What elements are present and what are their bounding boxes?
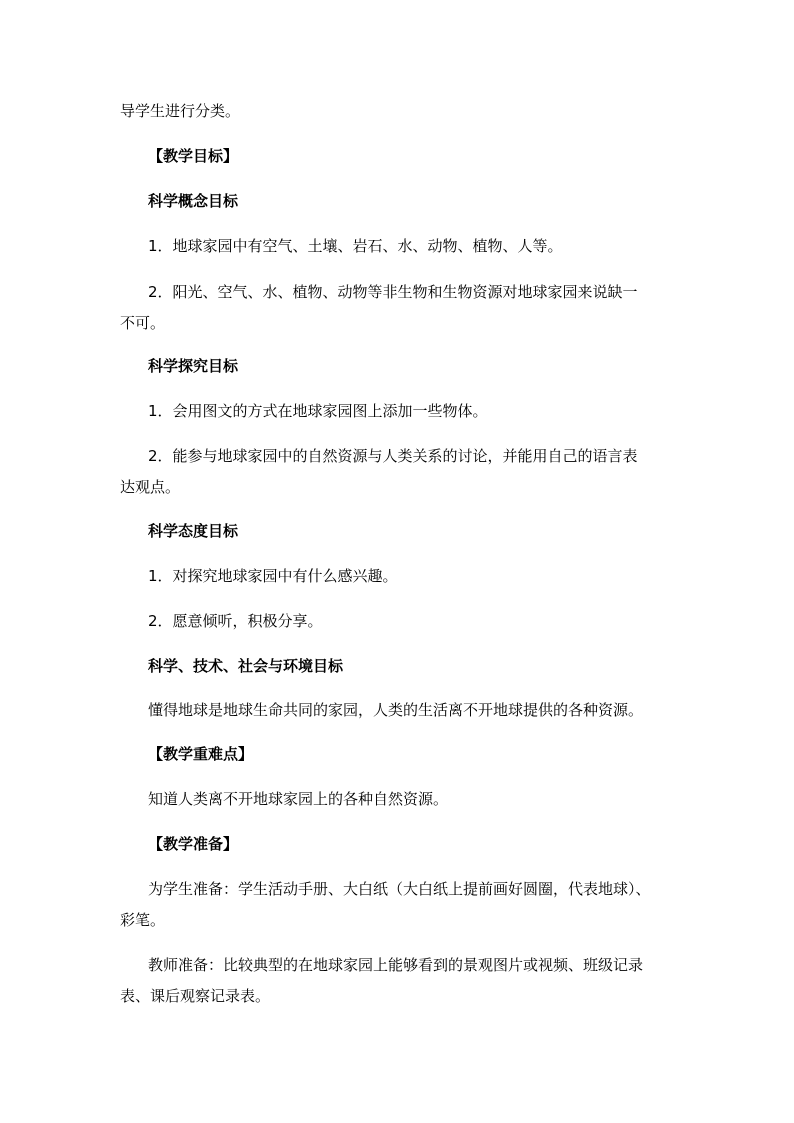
attitude-goal-item-1: 1．对探究地球家园中有什么感兴趣。 — [148, 567, 398, 585]
inquiry-goal-item-2-line-1: 2．能参与地球家园中的自然资源与人类关系的讨论，并能用自己的语言表 — [148, 447, 638, 465]
key-points-text: 知道人类离不开地球家园上的各种自然资源。 — [148, 790, 449, 808]
teaching-goals-heading: 【教学目标】 — [148, 147, 239, 165]
teacher-preparation-line-1: 教师准备：比较典型的在地球家园上能够看到的景观图片或视频、班级记录 — [148, 956, 644, 974]
inquiry-goals-title: 科学探究目标 — [148, 357, 239, 375]
inquiry-goal-item-1: 1．会用图文的方式在地球家园图上添加一些物体。 — [148, 402, 488, 420]
key-points-heading: 【教学重难点】 — [148, 745, 254, 763]
preparation-heading: 【教学准备】 — [148, 835, 239, 853]
concept-goal-item-1: 1．地球家园中有空气、土壤、岩石、水、动物、植物、人等。 — [148, 237, 563, 255]
concept-goal-item-2-line-1: 2．阳光、空气、水、植物、动物等非生物和生物资源对地球家园来说缺一 — [148, 283, 638, 301]
stse-goal-text: 懂得地球是地球生命共同的家园，人类的生活离不开地球提供的各种资源。 — [148, 701, 644, 719]
student-preparation-line-2: 彩笔。 — [120, 911, 166, 929]
student-preparation-line-1: 为学生准备：学生活动手册、大白纸（大白纸上提前画好圆圈，代表地球）、 — [148, 880, 651, 898]
stse-goals-title: 科学、技术、社会与环境目标 — [148, 657, 344, 675]
concept-goals-title: 科学概念目标 — [148, 192, 239, 210]
attitude-goal-item-2: 2．愿意倾听，积极分享。 — [148, 612, 323, 630]
teacher-preparation-line-2: 表、课后观察记录表。 — [120, 987, 271, 1005]
concept-goal-item-2-line-2: 不可。 — [120, 314, 166, 332]
attitude-goals-title: 科学态度目标 — [148, 522, 239, 540]
intro-tail-text: 导学生进行分类。 — [120, 102, 241, 120]
inquiry-goal-item-2-line-2: 达观点。 — [120, 478, 181, 496]
